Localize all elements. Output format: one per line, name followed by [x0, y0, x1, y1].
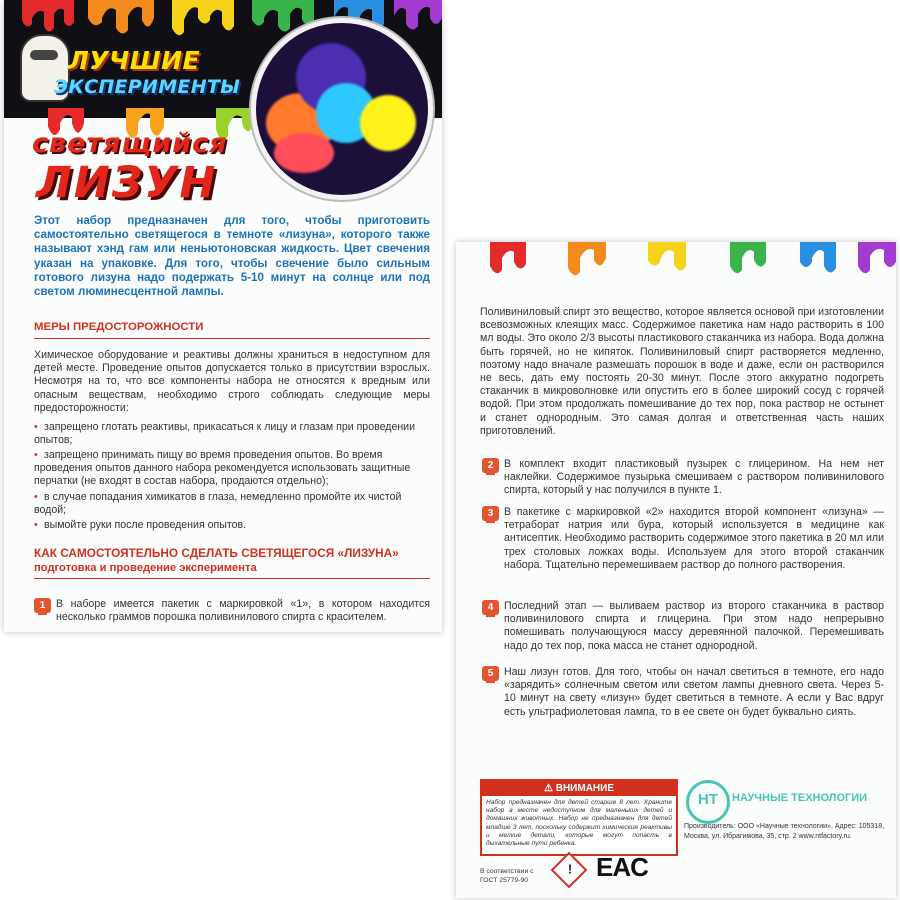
step-text: В пакетике с маркировкой «2» находится второй компонент «лизуна» — тетраборат натрия или бура, который используется в медицине как антисептик. Необходимо растворить содержимое этого пакетика в 20 мл или трех столовых ложках воды. Используем для этого второй стаканчик набора. Тщательно перемешиваем раствор до полного растворения.	[504, 506, 884, 571]
step-text: Последний этап — выливаем раствор из второго стаканчика в раствор поливинилового спирта и глицерина. При этом надо непрерывно помешивать получающуюся массу деревянной палочкой. Перемешивать надо до тех пор, пока масса не станет однородной.	[504, 600, 884, 652]
brand-line2: ЭКСПЕРИМЕНТЫ	[54, 76, 241, 98]
company-logo: НТ	[686, 780, 730, 824]
step-text: В комплект входит пластиковый пузырек с глицерином. На нем нет наклейки. Содержимое пузырька смешиваем с раствором поливинилового спирта, который у нас получился в пункте 1.	[504, 458, 884, 497]
step-text: Наш лизун готов. Для того, чтобы он начал светиться в темноте, его надо «зарядить» солнечным светом или светом лампы дневного света. Через 5-10 минут на свету «лизун» будет светиться в темноте. А если у Вас вдруг есть ультрафиолетовая лампа, то в ее свете он будет буквально сиять.	[504, 666, 884, 718]
gost-standard: В соответствии с ГОСТ 25779-90	[480, 868, 534, 884]
continuation-paragraph: Поливиниловый спирт это вещество, которое является основой при изготовлении всевозможных клеящих масс. Содержимое пакетика нам надо растворить в 100 мл воды. Это около 2/3 высоты пластикового стаканчика из набора. Вода должна быть горячей, но не кипяток. Поливиниловый спирт растворяется медленно, поэтому надо вначале размешать порошок в воде и даже, если он растворился не весь, дать ему постоять 20-30 минут. После этого аккуратно подогреть стаканчик в микроволновке или опустить его в более широкий сосуд с горячей водой. При этом продолжать помешивание до тех пор, пока раствор не остынет и станет однородным. Это самая долгая и ответственная часть наших приготовлений.	[480, 306, 884, 437]
step-number-badge: 5	[482, 666, 499, 681]
warning-box	[480, 779, 678, 856]
brand-logo	[16, 28, 241, 108]
step-number-badge: 4	[482, 600, 499, 615]
instruction-card-back	[456, 242, 896, 898]
safety-item: • вымойте руки после проведения опытов.	[34, 519, 247, 531]
product-title	[22, 128, 252, 208]
howto-heading: КАК САМОСТОЯТЕЛЬНО СДЕЛАТЬ СВЕТЯЩЕГОСЯ «ЛИЗУНА»	[34, 546, 399, 560]
intro-paragraph: Этот набор предназначен для того, чтобы приготовить самостоятельно светящегося в темноте «лизуна», которого также называют хэнд гам или неньютоновская жидкость. Цвет свечения указан на упаковке. Для того, чтобы свечение было сильным готового лизуна надо подержать 5-10 минут на солнце или под светом люминесцентной лампы.	[34, 214, 430, 299]
howto-subheading: подготовка и проведение эксперимента	[34, 562, 257, 574]
step-number-badge: 1	[34, 598, 51, 613]
warning-text: Набор предназначен для детей старше 8 лет. Храните набор в месте недоступном для маленьких детей и домашних животных. Набор не предназначен для детей младше 3 лет, поскольку содержит химические реактивы и мелкие детали, которые могут попасть в дыхательные пути ребенка.	[486, 799, 672, 848]
title-line1: светящийся	[32, 128, 228, 159]
warning-title: ⚠ ВНИМАНИЕ	[482, 781, 676, 796]
safety-item: • в случае попадания химикатов в глаза, немедленно промойте их чистой водой;	[34, 491, 402, 517]
safety-item: • запрещено принимать пищу во время проведения опытов. Во время проведения опытов данного набора рекомендуется использовать защитные перчатки (не входят в состав набора, продаются отдельно);	[34, 449, 411, 488]
safety-heading: МЕРЫ ПРЕДОСТОРОЖНОСТИ	[34, 321, 204, 333]
instruction-card-front	[4, 0, 442, 632]
hazard-icon: !	[551, 852, 588, 889]
eac-mark: EAC	[596, 852, 648, 882]
safety-divider	[34, 338, 430, 339]
title-line2: ЛИЗУН	[36, 158, 218, 208]
product-photo	[251, 18, 433, 200]
manufacturer-info: Производитель: ООО «Научные технологии». Адрес: 105318, Москва, ул. Ибрагимова, 35, стр. 2 www.ntfactory.ru.	[684, 823, 885, 840]
brand-line1: ЛУЧШИЕ	[68, 46, 201, 75]
paint-drips-top	[456, 242, 896, 282]
company-name: НАУЧНЫЕ ТЕХНОЛОГИИ	[732, 792, 868, 804]
safety-item: • запрещено глотать реактивы, прикасаться к лицу и глазам при проведении опытов;	[34, 421, 416, 447]
step-text: В наборе имеется пакетик с маркировкой «1», в котором находится несколько граммов порошка поливинилового спирта с красителем.	[56, 598, 430, 624]
step-number-badge: 2	[482, 458, 499, 473]
step-number-badge: 3	[482, 506, 499, 521]
howto-divider	[34, 578, 430, 579]
safety-intro: Химическое оборудование и реактивы должны храниться в недоступном для детей месте. Проведение опытов допускается только в присутствии взрослых. Несмотря на то, что все компоненты набора не относятся к вредным или опасным веществам, необходимо строго соблюдать следующие меры предосторожности:	[34, 349, 430, 414]
